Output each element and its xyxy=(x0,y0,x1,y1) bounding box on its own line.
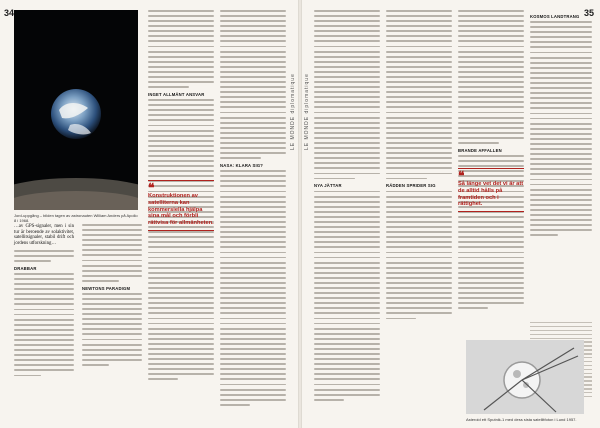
left-column-2 xyxy=(82,224,142,369)
sputnik-caption: Asteroid ett Sputnik-1 med dess sista satellitfoton i Lund 1957. xyxy=(466,417,577,422)
running-head-right: LE MONDE diplomatique xyxy=(304,73,310,150)
quote-mark-icon: ❝ xyxy=(148,181,155,195)
left-page xyxy=(0,0,298,428)
right-section-head-2: RÄDDEN SPRIDER SIG xyxy=(386,183,436,189)
right-column-1 xyxy=(314,10,380,404)
left-pullquote xyxy=(148,180,214,231)
earthrise-image-icon xyxy=(14,10,138,210)
left-column-1 xyxy=(14,224,74,380)
sputnik-image-icon xyxy=(466,340,584,414)
running-head-left: LE MONDE diplomatique xyxy=(290,73,296,150)
right-page xyxy=(302,0,600,428)
right-column-4 xyxy=(530,10,592,239)
left-lead-paragraph: …av GPS-signaler, men i sin tur är beroende av solaktivitet, satellitsignaler, stabil drift och jordens utforskning… xyxy=(14,224,74,247)
left-section-head-1: DRABBAR xyxy=(14,265,37,271)
right-section-head-4: KOSMOS LANDTRANG xyxy=(530,14,580,19)
right-section-head-3: BRANDE AFFALLEN xyxy=(458,147,502,153)
sputnik-photo xyxy=(466,340,584,414)
earthrise-caption: Jord-uppgång – bilden tagen av astronauten William Anders på Apollo 8 i 1968. xyxy=(14,213,138,223)
right-pullquote xyxy=(458,168,524,212)
left-section-head-2: NEWTONS PARADIGM xyxy=(82,285,131,291)
left-pullquote-text: Konstruktionen av satelliterna kan kommersiella hjälpa sina mål och förbli rättvisa för allmänheten. xyxy=(148,193,214,227)
page-number-right: 35 xyxy=(583,8,594,18)
right-section-head-1: NYA JÄTTAR xyxy=(314,183,342,189)
left-column-4 xyxy=(220,10,286,409)
right-pullquote-text: Så länge vet det vi är att de alltid hålls på framtiden och i rättighet. xyxy=(458,181,524,208)
right-column-2 xyxy=(386,10,452,323)
quote-mark-icon: ❝ xyxy=(458,169,465,183)
earthrise-photo xyxy=(14,10,138,210)
page-number-left: 34 xyxy=(4,8,15,18)
left-section-head-4: NASA: KLARA SIG? xyxy=(220,163,264,169)
left-section-head-3: INGET ALLMÄNT ANSVAR xyxy=(148,92,205,98)
right-column-3 xyxy=(458,10,524,312)
